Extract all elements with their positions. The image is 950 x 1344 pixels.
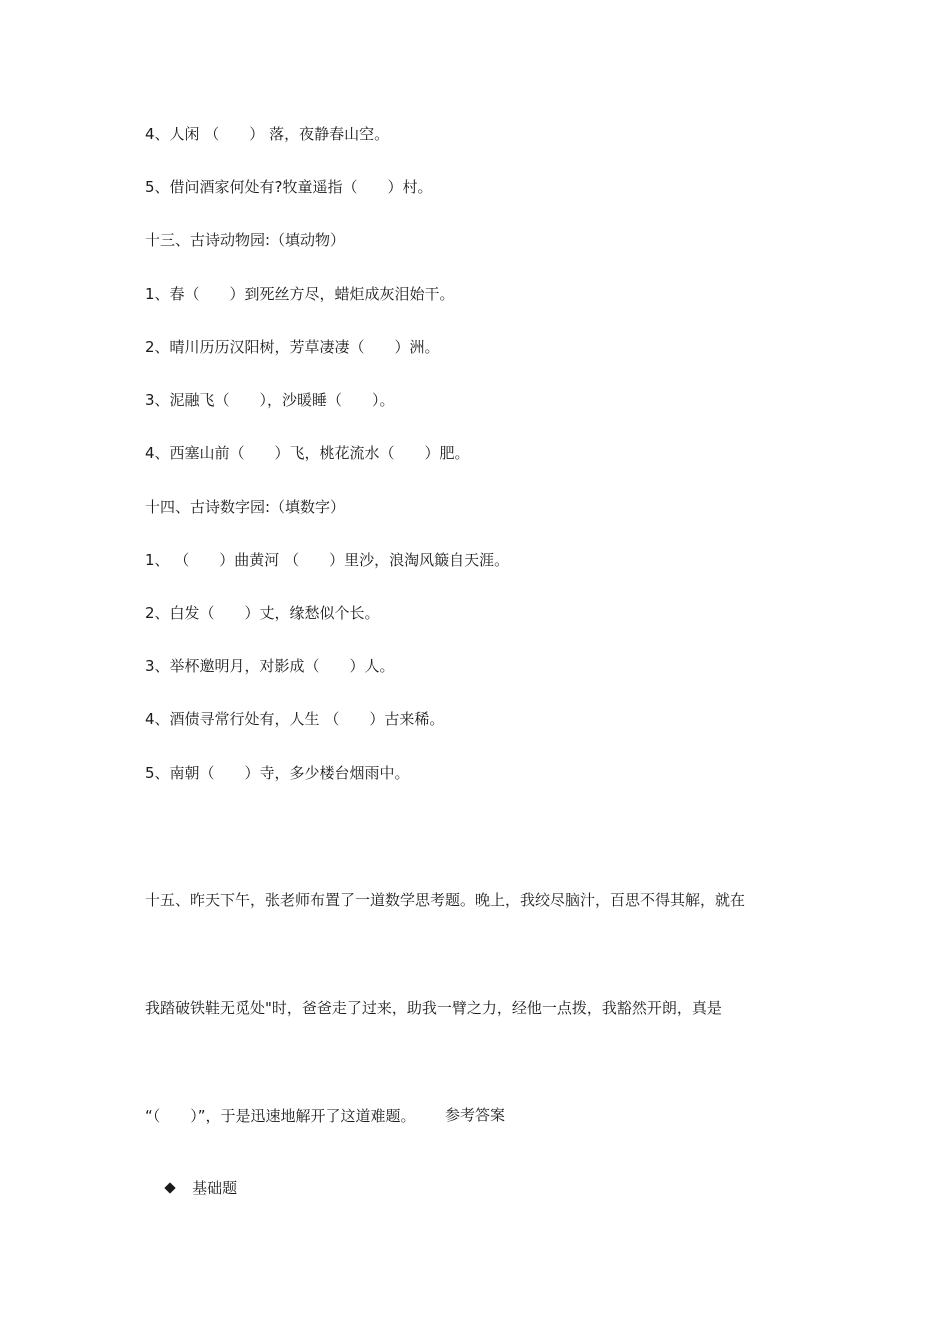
section-heading: 十四、古诗数字园:（填数字） [145, 498, 346, 516]
paragraph-line: “（ ）”，于是迅速地解开了这道难题。 [145, 1107, 416, 1125]
paragraph-line: 我踏破铁鞋无觅处"时，爸爸走了过来，助我一臂之力，经他一点拨，我豁然开朗，真是 [145, 999, 722, 1017]
question-line: 2、晴川历历汉阳树，芳草凄凄（ ）洲。 [145, 338, 440, 356]
section-label-row [145, 1158, 237, 1218]
question-line: 5、南朝（ ）寺，多少楼台烟雨中。 [145, 764, 410, 782]
question-line: 4、酒债寻常行处有，人生 （ ）古来稀。 [145, 710, 445, 728]
question-line: 4、西塞山前（ ）飞，桃花流水（ ）肥。 [145, 444, 470, 462]
paragraph-line: 十五、昨天下午，张老师布置了一道数学思考题。晚上，我绞尽脑汁，百思不得其解，就在 [145, 891, 746, 909]
section-label: 基础题 [192, 1179, 238, 1197]
question-line: 1、春（ ）到死丝方尽，蜡炬成灰泪始干。 [145, 285, 455, 303]
section-heading: 十三、古诗动物园:（填动物） [145, 231, 346, 249]
question-line: 3、举杯邀明月，对影成（ ）人。 [145, 657, 395, 675]
question-line: 4、人闲 （ ） 落，夜静春山空。 [145, 125, 390, 143]
answer-title: 参考答案 [444, 1106, 505, 1124]
question-line: 2、白发（ ）丈，缘愁似个长。 [145, 604, 380, 622]
paragraph-question [145, 810, 810, 1206]
question-line: 3、泥融飞（ ），沙暖睡（ ）。 [145, 391, 395, 409]
question-line: 1、 （ ）曲黄河 （ ）里沙，浪淘风簸自天涯。 [145, 551, 510, 569]
diamond-bullet-icon [164, 1182, 176, 1194]
question-line: 5、借问酒家何处有?牧童遥指（ ）村。 [145, 178, 433, 196]
